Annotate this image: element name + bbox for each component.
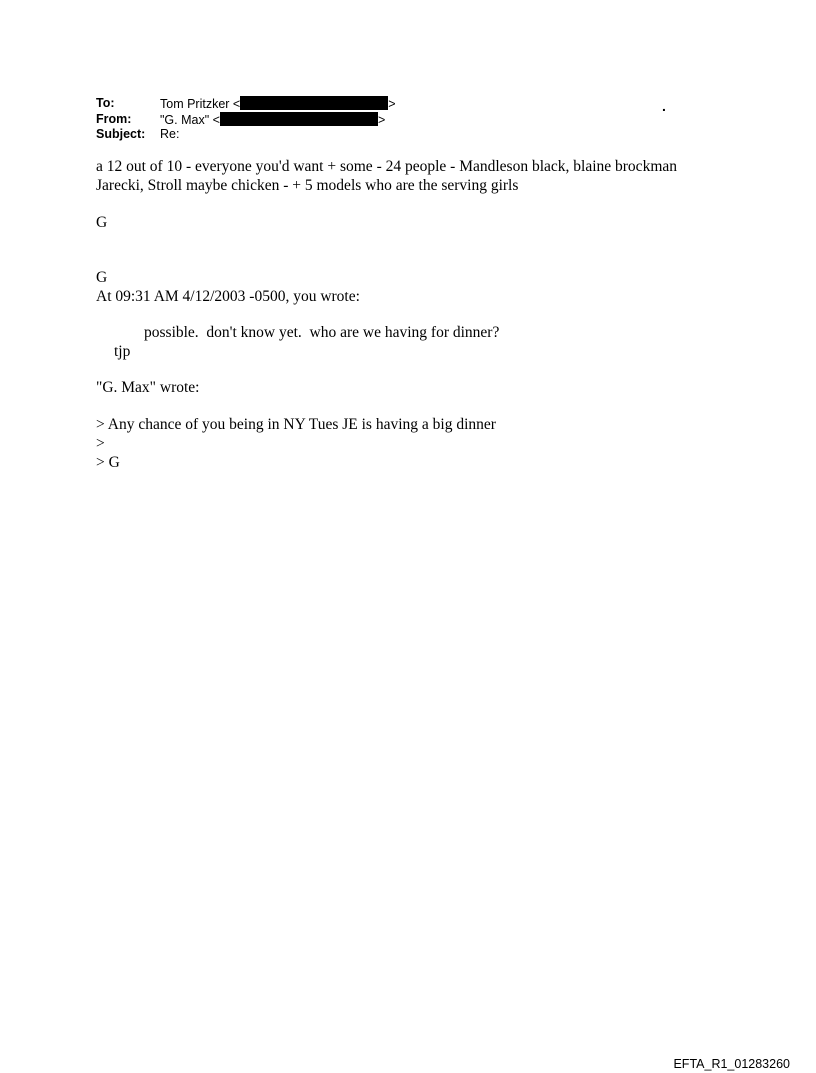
from-name: "G. Max" < [160, 112, 220, 127]
from-label: From: [96, 111, 132, 126]
to-value [160, 96, 396, 112]
redaction-bar [240, 96, 388, 110]
redaction-bar [220, 112, 378, 126]
quote-line-3: > G [96, 454, 120, 471]
document-id: EFTA_R1_01283260 [673, 1057, 790, 1071]
reply-line-2: tjp [114, 343, 131, 360]
reply-line-1: possible. don't know yet. who are we having for dinner? [144, 324, 500, 341]
subject-label: Subject: [96, 127, 146, 141]
quote-line-1: > Any chance of you being in NY Tues JE is having a big dinner [96, 416, 496, 433]
attribution-line: At 09:31 AM 4/12/2003 -0500, you wrote: [96, 288, 360, 305]
signature-2: G [96, 269, 108, 286]
stray-mark: . [662, 98, 666, 114]
to-label: To: [96, 96, 115, 110]
quote-line-2: > [96, 435, 105, 452]
quoted-from-line: "G. Max" wrote: [96, 379, 200, 396]
to-name: Tom Pritzker < [160, 97, 241, 111]
subject-value: Re: [160, 127, 180, 141]
to-end: > [388, 97, 396, 111]
body-line-1: a 12 out of 10 - everyone you'd want + some - 24 people - Mandleson black, blaine brockman [96, 158, 678, 175]
signature-1: G [96, 214, 108, 231]
from-value [160, 112, 385, 128]
body-line-2: Jarecki, Stroll maybe chicken - + 5 models who are the serving girls [96, 177, 519, 194]
from-end: > [377, 112, 386, 127]
